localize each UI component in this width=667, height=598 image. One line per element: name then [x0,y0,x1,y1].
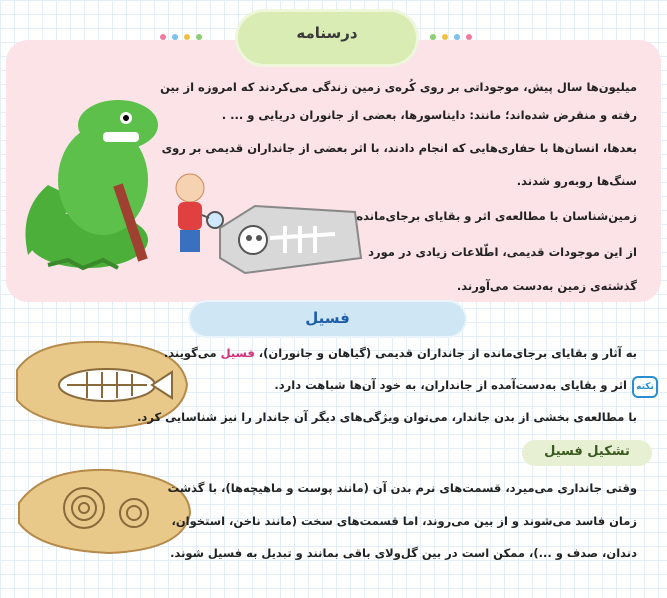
formation-title: تشکیل فسیل [544,444,630,459]
formation-line-3: دندان، صدف و ...)، ممکن است در بین گل‌ولای باقی بمانند و تبدیل به فسیل شوند. [170,546,637,560]
intro-line-1: میلیون‌ها سال پیش، موجوداتی بر روی کُره‌ی زمین زندگی می‌کردند که امروزه از بین [160,80,637,94]
intro-line-2: رفته و منقرض شده‌اند؛ مانند: دایناسورها، بعضی از جانوران دریایی و ... . [221,108,637,122]
skeleton-fossil-illustration [215,198,365,278]
fossil-definition [164,346,637,361]
definition-suffix: می‌گویند. [163,346,221,360]
intro-line-5: زمین‌شناسان با مطالعه‌ی اثر و بقایای برجای‌مانده [356,209,637,223]
note-badge: نکته [632,376,658,398]
definition-term: فسیل [220,346,255,360]
intro-line-4: سنگ‌ها روبه‌رو شدند. [516,174,637,188]
formation-line-1: وقتی جانداری می‌میرد، قسمت‌های نرم بدن آن (مانند پوست و ماهیچه‌ها)، با گذشت [167,481,637,495]
intro-line-6: از این موجودات قدیمی، اطّلاعات زیادی در مورد [368,245,637,259]
decor-dots-right [430,34,472,40]
ammonite-fossil-illustration [14,458,194,558]
definition-prefix: به آثار و بقایای برجای‌مانده از جانداران قدیمی (گیاهان و جانوران)، [254,346,637,360]
fossil-title: فسیل [305,309,350,327]
page-title: درسنامه [296,24,358,42]
intro-line-7: گذشته‌ی زمین به‌دست می‌آورند. [456,279,637,293]
dinosaur-illustration [8,90,168,275]
study-text: با مطالعه‌ی بخشی از بدن جاندار، می‌توان ویژگی‌های دیگر آن جاندار را نیز شناسایی کرد. [137,410,637,424]
decor-dots-left [160,34,202,40]
formation-line-2: زمان فاسد می‌شوند و از بین می‌روند، اما قسمت‌های سخت (مانند ناخن، استخوان، [171,514,637,528]
intro-line-3: بعدها، انسان‌ها با حفاری‌هایی که انجام دادند، با اثر بعضی از جانداران قدیمی بر روی [161,141,637,155]
note-text: اثر و بقایای به‌دست‌آمده از جانداران، به خود آن‌ها شباهت دارد. [274,378,627,392]
